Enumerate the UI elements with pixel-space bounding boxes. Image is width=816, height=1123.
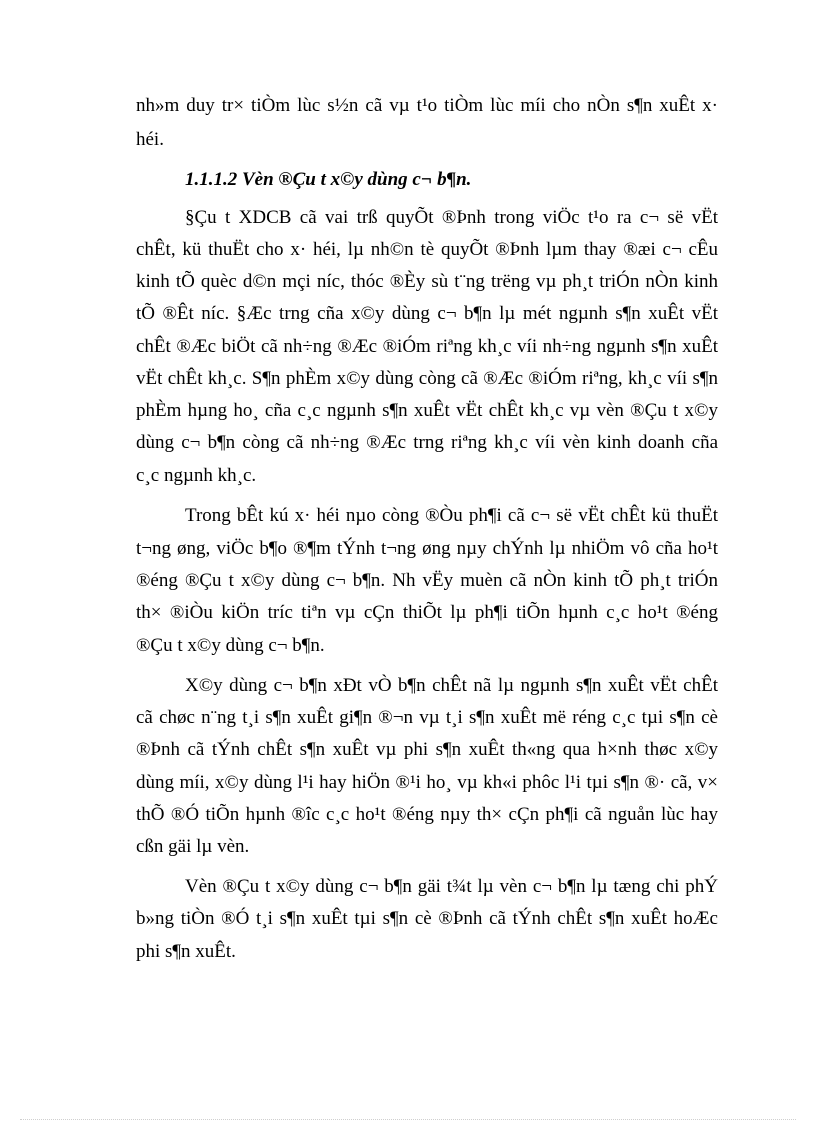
- paragraph-line: chÊt ®Æc biÖt cã nh÷ng ®Æc ®iÓm riªng kh¸c víi nh÷ng ngµnh s¶n xuÊt: [136, 336, 718, 357]
- paragraph-line: cßn gäi lµ vèn.: [136, 836, 250, 857]
- paragraph-line: Vèn ®Çu t x©y dùng c¬ b¶n gäi t¾t lµ vèn c¬ b¶n lµ tæng chi phÝ: [185, 876, 718, 897]
- paragraph-line: kinh tÕ quèc d©n mçi níc, thóc ®Èy sù t¨ng trëng vµ ph¸t triÓn nÒn kinh: [136, 271, 718, 292]
- paragraph-line: th× ®iÒu kiÖn tríc tiªn vµ cÇn thiÕt lµ ph¶i tiÕn hµnh c¸c ho¹t ®éng: [136, 602, 718, 623]
- section-heading: 1.1.1.2 Vèn ®Çu t x©y dùng c¬ b¶n.: [185, 169, 472, 190]
- paragraph-line: vËt chÊt kh¸c. S¶n phÈm x©y dùng còng cã ®Æc ®iÓm riªng, kh¸c víi s¶n: [136, 368, 718, 389]
- paragraph-line: ®Çu t x©y dùng c¬ b¶n.: [136, 635, 325, 656]
- paragraph-line: thÕ ®Ó tiÕn hµnh ®îc c¸c ho¹t ®éng nµy th× cÇn ph¶i cã nguån lùc hay: [136, 804, 718, 825]
- paragraph-line: cã chøc n¨ng t¸i s¶n xuÊt gi¶n ®¬n vµ t¸i s¶n xuÊt më réng c¸c tµi s¶n cè: [136, 707, 718, 728]
- paragraph-line: Trong bÊt kú x· héi nµo còng ®Òu ph¶i cã c¬ së vËt chÊt kü thuËt: [185, 505, 718, 526]
- paragraph-line: dùng míi, x©y dùng l¹i hay hiÖn ®¹i ho¸ vµ kh«i phôc l¹i tµi s¶n ®· cã, v×: [136, 772, 718, 793]
- paragraph-line: phÈm hµng ho¸ cña c¸c ngµnh s¶n xuÊt vËt chÊt kh¸c vµ vèn ®Çu t x©y: [136, 400, 718, 421]
- paragraph-line: ®Þnh cã tÝnh chÊt s¶n xuÊt vµ phi s¶n xuÊt th«ng qua h×nh thøc x©y: [136, 739, 718, 760]
- paragraph-line: ®éng ®Çu t x©y dùng c¬ b¶n. Nh vËy muèn cã nÒn kinh tÕ ph¸t triÓn: [136, 570, 718, 591]
- paragraph-line: b»ng tiÒn ®Ó t¸i s¶n xuÊt tµi s¶n cè ®Þnh cã tÝnh chÊt s¶n xuÊt hoÆc: [136, 908, 718, 929]
- paragraph-line: tÕ ®Êt níc. §Æc trng cña x©y dùng c¬ b¶n lµ mét ngµnh s¶n xuÊt vËt: [136, 303, 718, 324]
- paragraph-line: X©y dùng c¬ b¶n xÐt vÒ b¶n chÊt nã lµ ngµnh s¶n xuÊt vËt chÊt: [185, 675, 718, 696]
- paragraph-line: t¬ng øng, viÖc b¶o ®¶m tÝnh t¬ng øng nµy chÝnh lµ nhiÖm vô cña ho¹t: [136, 538, 718, 559]
- paragraph-line: dùng c¬ b¶n còng cã nh÷ng ®Æc trng riªng kh¸c víi vèn kinh doanh cña: [136, 432, 718, 453]
- paragraph-line: §Çu t XDCB cã vai trß quyÕt ®Þnh trong viÖc t¹o ra c¬ së vËt: [185, 207, 718, 228]
- paragraph-line: phi s¶n xuÊt.: [136, 941, 236, 962]
- page-bottom-rule: [20, 1119, 796, 1120]
- intro-line: nh»m duy tr× tiÒm lùc s½n cã vµ t¹o tiÒm lùc míi cho nÒn s¶n xuÊt x·: [136, 95, 718, 116]
- paragraph-line: c¸c ngµnh kh¸c.: [136, 465, 257, 486]
- paragraph-line: chÊt, kü thuËt cho x· héi, lµ nh©n tè quyÕt ®Þnh lµm thay ®æi c¬ cÊu: [136, 239, 718, 260]
- intro-line: héi.: [136, 129, 164, 150]
